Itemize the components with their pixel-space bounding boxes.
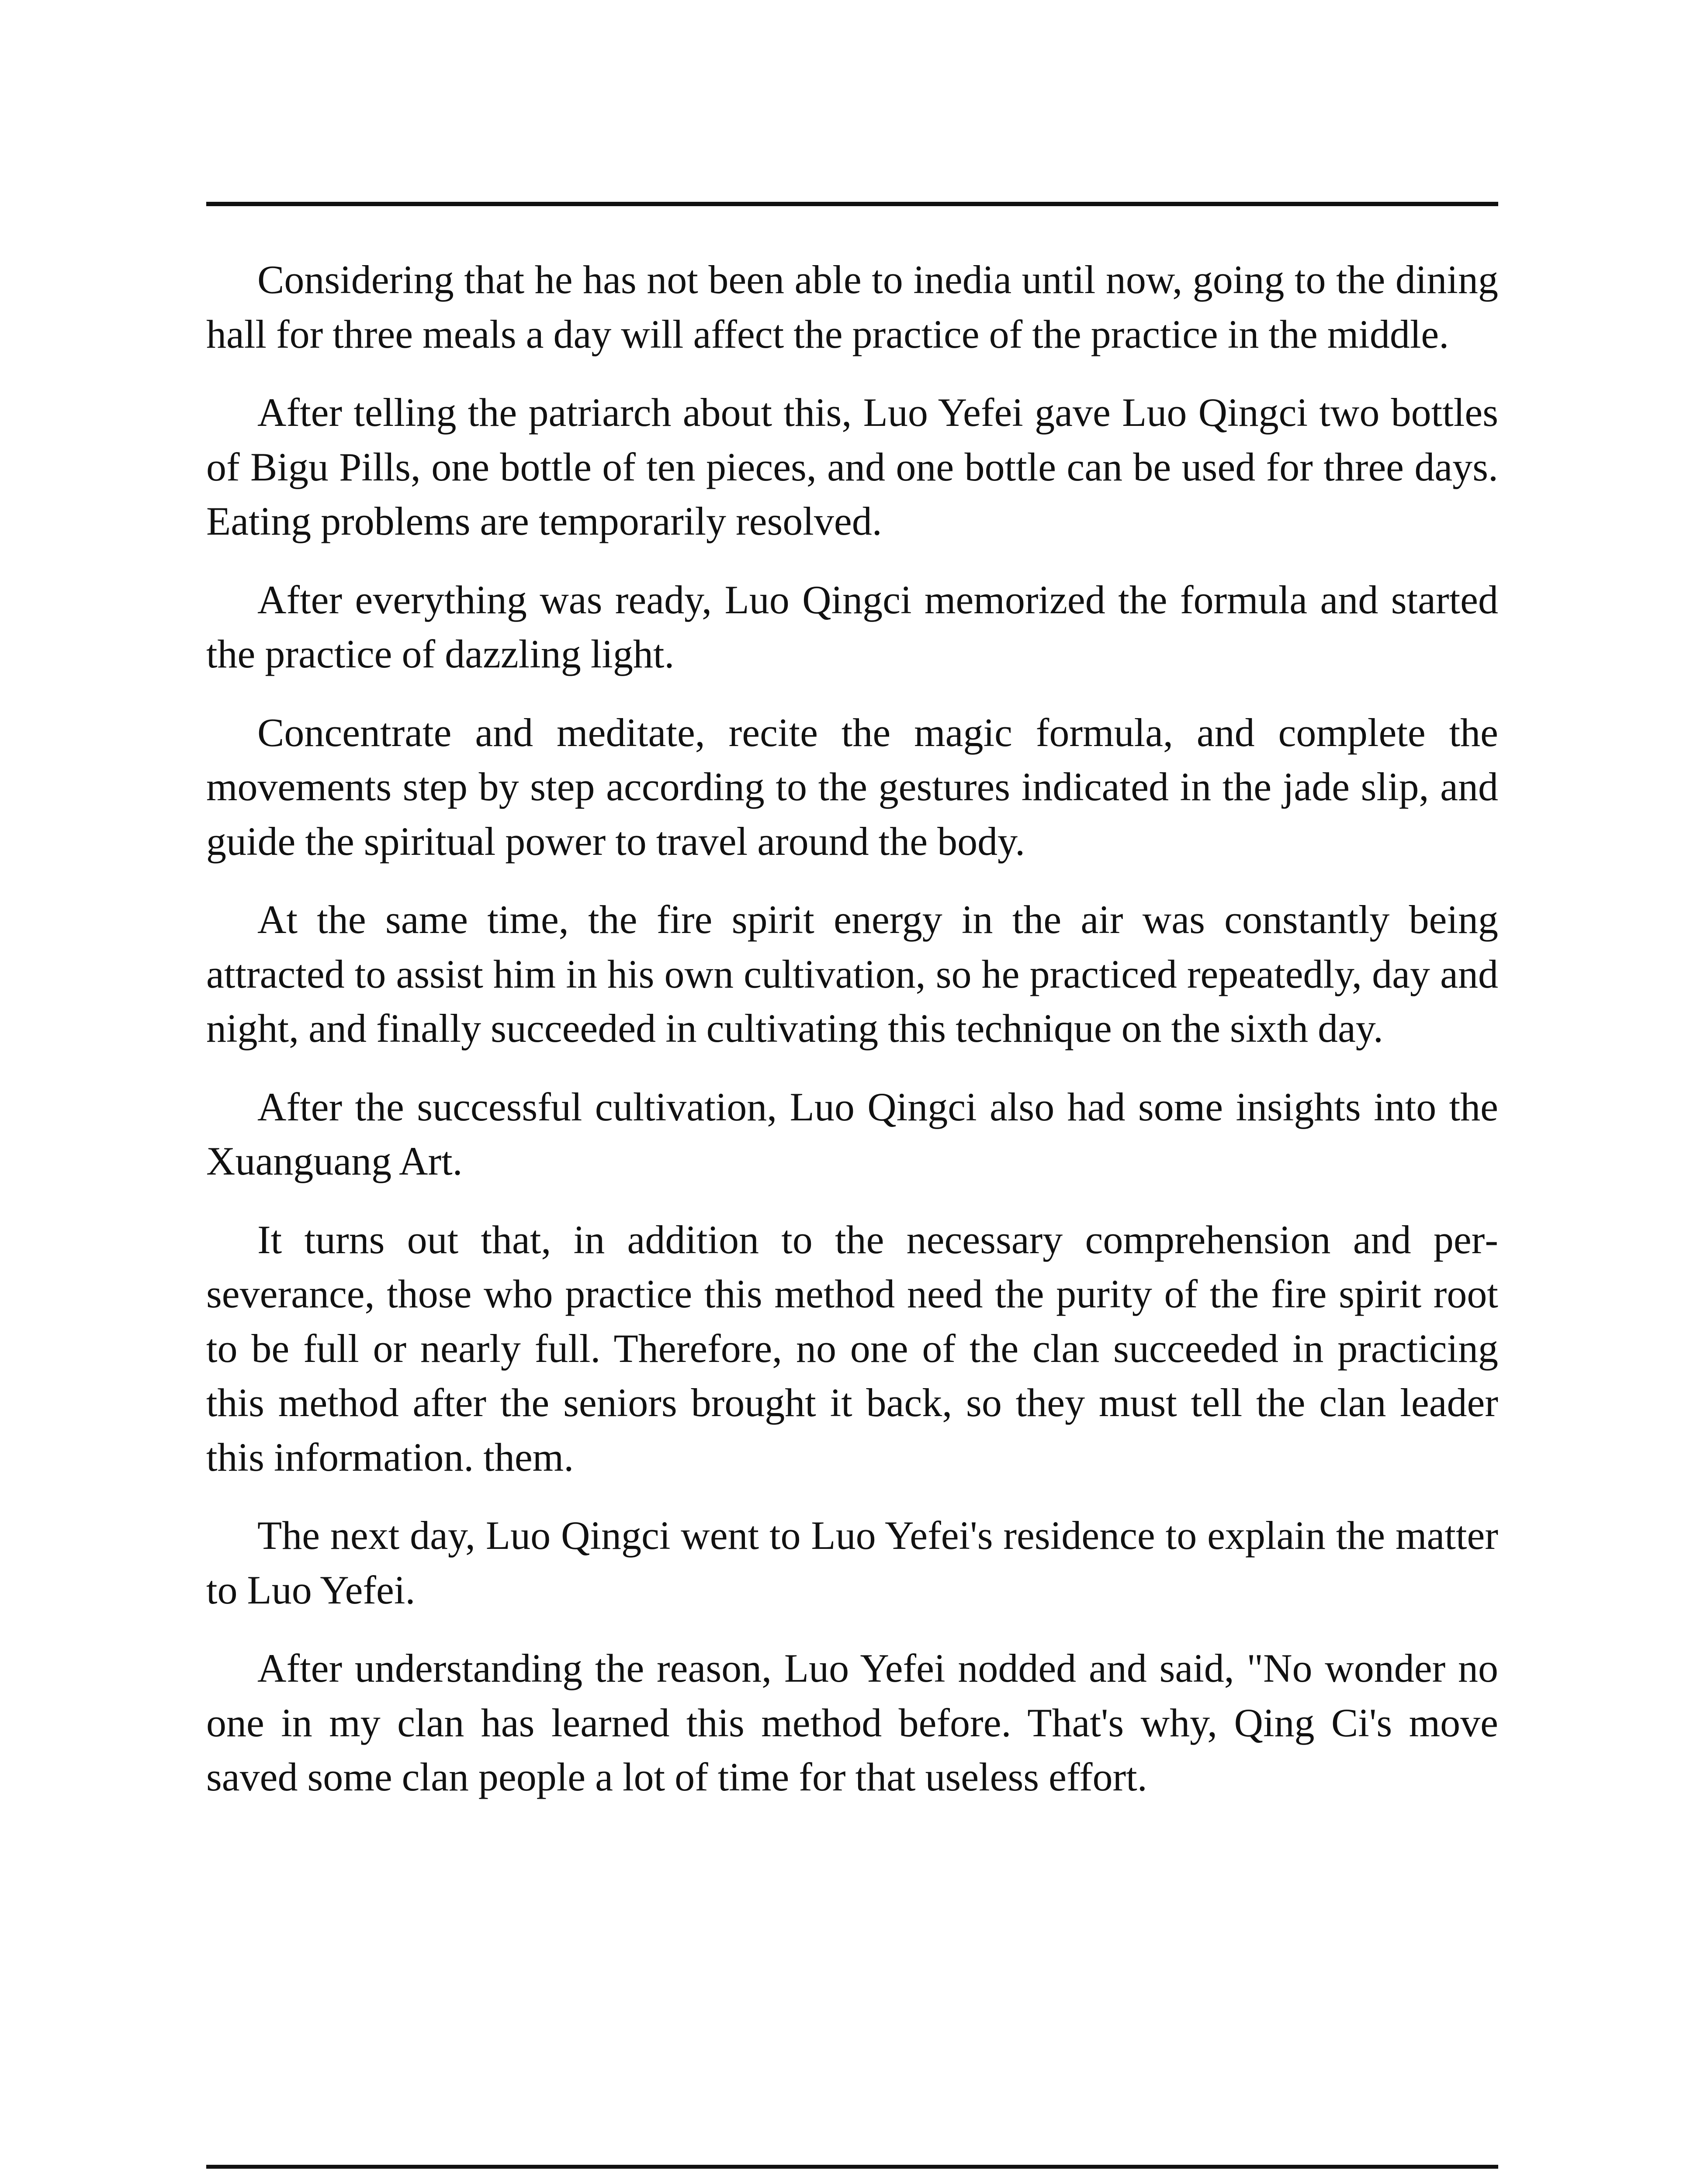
footer-rule xyxy=(206,2165,1498,2169)
header-rule xyxy=(206,202,1498,206)
paragraph: Concentrate and meditate, recite the magic formula, and complete the movements step by step according to the gestures indicated in the jade slip, and guide the spiritual power to travel around the body. xyxy=(206,710,1498,864)
paragraph: It turns out that, in addition to the necessary comprehension and perseverance, those who practice this method need the purity of the fire spirit root to be full or nearly full. Therefore, no one of the clan succeeded in practicing this method after the seniors brought it back, so they must tell the clan leader this information. them. xyxy=(206,1217,1498,1479)
paragraph: After understanding the reason, Luo Yefei nodded and said, "No wonder no one in my clan has learned this method before. That's why, Qing Ci's move saved some clan people a lot of time for that useless effort. xyxy=(206,1646,1498,1799)
paragraph: After everything was ready, Luo Qingci memorized the formula and started the practice of dazzling light. xyxy=(206,577,1498,676)
paragraph: After the successful cultivation, Luo Qingci also had some insights into the Xuanguang Art. xyxy=(206,1084,1498,1183)
paragraph: At the same time, the fire spirit energy in the air was constantly being attracted to assist him in his own cultivation, so he practiced repeatedly, day and night, and finally succeeded in cultivating this technique on the sixth day. xyxy=(206,897,1498,1051)
body-text xyxy=(206,252,1498,1828)
paragraph: The next day, Luo Qingci went to Luo Yefei's residence to explain the matter to Luo Yefei. xyxy=(206,1513,1498,1612)
paragraph: After telling the patriarch about this, Luo Yefei gave Luo Qingci two bottles of Bigu Pills, one bottle of ten pieces, and one bottle can be used for three days. Eating problems are temporarily resolved. xyxy=(206,390,1498,543)
paragraph: Considering that he has not been able to inedia until now, going to the dining hall for three meals a day will affect the practice of the practice in the middle. xyxy=(206,257,1498,356)
